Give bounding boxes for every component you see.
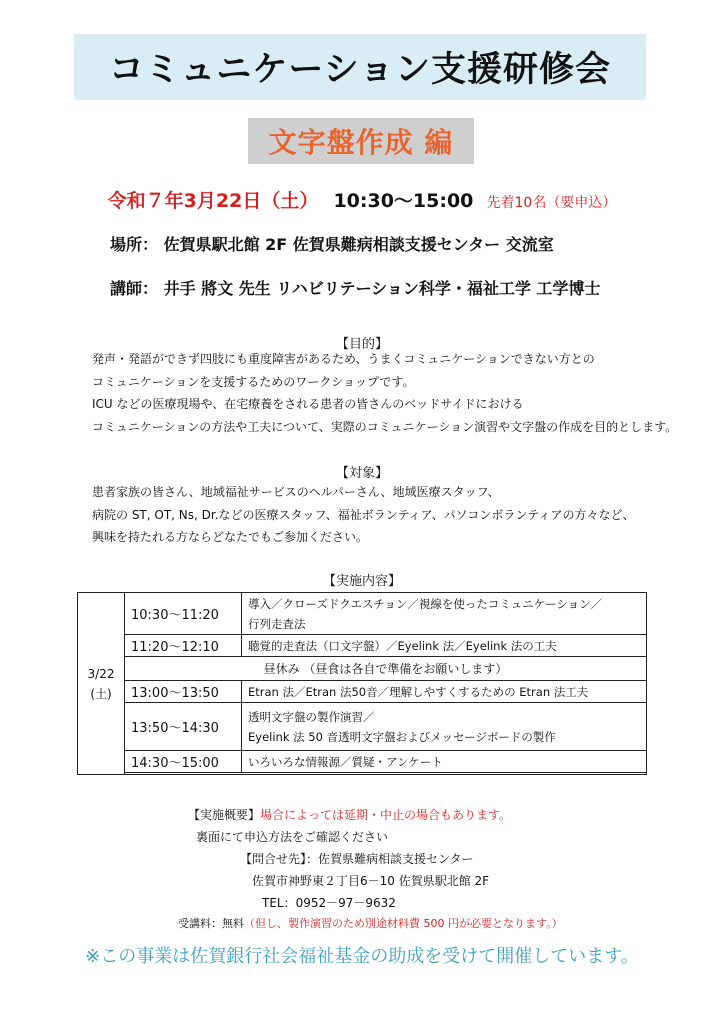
event-time: 10:30〜15:00 — [333, 190, 474, 212]
overview-note: 場合によっては延期・中止の場合もあります。 — [260, 808, 512, 822]
overview-label: 【実施概要】 — [188, 808, 261, 822]
target-line: 患者家族の皆さん、地域福祉サービスのヘルパーさん、地域医療スタッフ、 — [92, 485, 500, 499]
schedule-date — [78, 593, 125, 775]
schedule-table — [77, 592, 647, 775]
content-line: Eyelink 法 50 音透明文字盤およびメッセージボードの製作 — [248, 729, 556, 744]
footer-note: ※この事業は佐賀銀行社会福祉基金の助成を受けて開催しています。 — [85, 946, 639, 967]
time-cell: 14:30〜15:00 — [125, 751, 242, 773]
content-cell: Etran 法／Etran 法50音／理解しやすくするための Etran 法工夫 — [242, 681, 647, 703]
capacity-note: 先着10名（要申込） — [486, 195, 617, 211]
schedule-date-day: 3/22 — [87, 666, 115, 681]
target-text — [92, 481, 634, 549]
back-side-note: 裏面にて申込方法をご確認ください — [196, 830, 389, 844]
purpose-text — [92, 348, 677, 438]
content-cell: 聴覚的走査法（口文字盤）／Eyelink 法／Eyelink 法の工夫 — [242, 635, 647, 657]
table-row — [78, 657, 647, 681]
content-cell: いろいろな情報源／質疑・アンケート — [242, 751, 647, 773]
time-cell: 11:20〜12:10 — [125, 635, 242, 657]
contact-address: 佐賀市神野東２丁目6－10 佐賀県駅北館 2F — [252, 874, 490, 888]
overview-line — [188, 806, 511, 823]
page-subtitle: 文字盤作成 編 — [268, 126, 454, 159]
content-line: 行列走査法 — [248, 616, 306, 631]
table-row — [78, 703, 647, 751]
table-row — [78, 751, 647, 773]
content-line: 透明文字盤の製作演習／ — [248, 709, 375, 724]
fee-line — [178, 915, 563, 931]
subtitle-banner — [248, 118, 474, 164]
lunch-break: 昼休み （昼食は各自で準備をお願いします） — [125, 657, 647, 681]
contact-heading: 【問合せ先】：佐賀県難病相談支援センター — [240, 852, 474, 866]
lecturer: 講師： 井手 將文 先生 リハビリテーション科学・福祉工学 工学博士 — [110, 279, 601, 298]
venue: 場所： 佐賀県駅北館 2F 佐賀県難病相談支援センター 交流室 — [110, 235, 554, 254]
schedule-date-weekday: (土) — [90, 686, 112, 701]
content-cell — [242, 703, 647, 751]
content-cell — [242, 593, 647, 635]
table-row — [78, 593, 647, 635]
schedule-heading: 【実施内容】 — [322, 574, 401, 589]
table-row — [78, 681, 647, 703]
purpose-line: 発声・発語ができず四肢にも重度障害があるため、うまくコミュニケーションできない方との — [92, 352, 595, 366]
time-cell: 13:00〜13:50 — [125, 681, 242, 703]
fee-note: （但し、製作演習のため別途材料費 500 円が必要となります。） — [244, 917, 563, 930]
purpose-line: コミュニケーションを支援するためのワークショップです。 — [92, 374, 415, 389]
date-line — [0, 186, 724, 213]
time-cell: 13:50〜14:30 — [125, 703, 242, 751]
purpose-line: ICU などの医療現場や、在宅療養をされる患者の皆さんのベッドサイドにおける — [92, 397, 524, 411]
target-line: 病院の ST, OT, Ns, Dr.などの医療スタッフ、福祉ボランティア、パソコンボランティアの方々など、 — [92, 507, 635, 522]
title-banner — [74, 34, 646, 100]
purpose-line: コミュニケーションの方法や工夫について、実際のコミュニケーション演習や文字盤の作成を目的とします。 — [92, 419, 678, 434]
page-title: コミュニケーション支援研修会 — [109, 50, 611, 90]
target-line: 興味を持たれる方ならどなたでもご参加ください。 — [92, 530, 369, 544]
table-row — [78, 635, 647, 657]
fee-label: 受講料：無料 — [178, 917, 244, 930]
time-cell: 10:30〜11:20 — [125, 593, 242, 635]
table-row — [78, 773, 647, 775]
purpose-heading: 【目的】 — [335, 337, 388, 352]
event-date: 令和７年3月22日（土） — [107, 190, 319, 212]
content-line: 導入／クローズドクエスチョン／視線を使ったコミュニケーション／ — [248, 596, 603, 611]
target-heading: 【対象】 — [335, 466, 388, 481]
contact-tel: TEL：0952－97－9632 — [262, 896, 396, 910]
